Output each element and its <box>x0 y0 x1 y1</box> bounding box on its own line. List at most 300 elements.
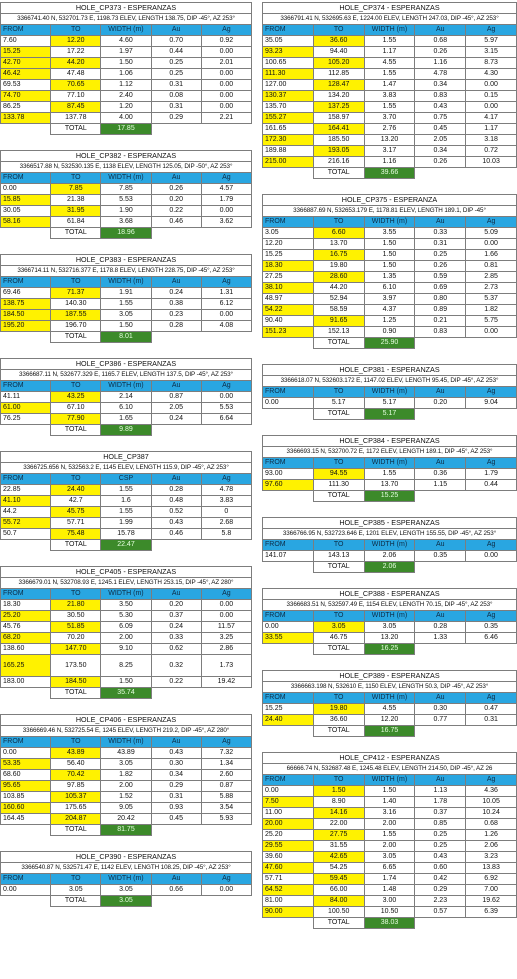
drill-hole-table <box>262 364 517 420</box>
column-header-width: WIDTH (m) <box>101 589 151 600</box>
cell-to: 51.85 <box>51 622 101 633</box>
cell-from: 25.20 <box>263 830 314 841</box>
table-row <box>1 600 252 611</box>
table-row <box>1 91 252 102</box>
cell-width: 1.25 <box>364 316 415 327</box>
column-header-from: FROM <box>1 589 51 600</box>
cell-width: 1.50 <box>364 261 415 272</box>
column-header-au: Au <box>151 589 201 600</box>
cell-au: 0.80 <box>415 294 466 305</box>
table-row <box>263 124 517 135</box>
table-row <box>1 748 252 759</box>
column-header-to: TO <box>313 387 364 398</box>
hole-title-row <box>1 359 252 370</box>
cell-from: 141.07 <box>263 551 314 562</box>
table-row <box>1 885 252 896</box>
cell-au: 0.89 <box>415 305 466 316</box>
cell-width: 3.50 <box>101 600 151 611</box>
column-header-au: Au <box>415 458 466 469</box>
total-width: 81.75 <box>101 825 151 836</box>
drill-hole-table <box>0 2 252 135</box>
hole-coords-row <box>1 863 252 874</box>
column-header-width: WIDTH (m) <box>364 611 415 622</box>
total-row <box>263 918 517 929</box>
cell-ag: 6.92 <box>466 874 517 885</box>
column-header-from: FROM <box>263 611 314 622</box>
column-header-row <box>263 611 517 622</box>
table-row <box>263 808 517 819</box>
column-header-row <box>263 387 517 398</box>
cell-ag: 6.64 <box>201 414 251 425</box>
cell-from: 165.25 <box>1 655 51 677</box>
cell-ag: 5.93 <box>201 814 251 825</box>
drill-hole-table <box>0 150 252 239</box>
cell-to: 54.25 <box>313 863 364 874</box>
cell-to: 204.87 <box>51 814 101 825</box>
column-header-ag: Ag <box>201 737 251 748</box>
cell-from: 127.00 <box>263 80 314 91</box>
cell-from: 0.00 <box>263 622 314 633</box>
table-row <box>263 786 517 797</box>
cell-width: 8.25 <box>101 655 151 677</box>
column-header-width: WIDTH (m) <box>364 540 415 551</box>
cell-au: 0.48 <box>151 496 201 507</box>
cell-au: 0.37 <box>415 808 466 819</box>
cell-width: 43.89 <box>101 748 151 759</box>
cell-width: 13.70 <box>364 480 415 491</box>
total-spacer <box>466 409 517 420</box>
table-row <box>1 622 252 633</box>
table-row <box>1 217 252 228</box>
cell-to: 84.00 <box>313 896 364 907</box>
cell-ag: 0.00 <box>466 80 517 91</box>
column-header-ag: Ag <box>201 173 251 184</box>
table-row <box>263 228 517 239</box>
total-spacer <box>415 726 466 737</box>
drill-hole-table <box>0 451 252 551</box>
cell-ag: 1.17 <box>466 124 517 135</box>
cell-to: 91.65 <box>313 316 364 327</box>
cell-width: 15.78 <box>101 529 151 540</box>
cell-width: 3.55 <box>364 228 415 239</box>
cell-width: 5.53 <box>101 195 151 206</box>
cell-au: 0.68 <box>415 36 466 47</box>
table-row <box>263 622 517 633</box>
cell-from: 130.37 <box>263 91 314 102</box>
cell-width: 13.20 <box>364 633 415 644</box>
cell-ag: 13.83 <box>466 863 517 874</box>
cell-ag: 0.87 <box>201 781 251 792</box>
cell-from: 69.53 <box>1 80 51 91</box>
cell-to: 193.05 <box>313 146 364 157</box>
column-header-ag: Ag <box>466 775 517 786</box>
table-row <box>1 814 252 825</box>
cell-from: 15.85 <box>1 195 51 206</box>
column-header-ag: Ag <box>466 217 517 228</box>
cell-width: 1.40 <box>364 797 415 808</box>
table-row <box>1 310 252 321</box>
column-header-width: WIDTH (m) <box>364 25 415 36</box>
cell-to: 105.37 <box>51 792 101 803</box>
cell-to: 12.20 <box>51 36 101 47</box>
cell-to: 3.05 <box>313 622 364 633</box>
total-row <box>1 540 252 551</box>
cell-width: 1.50 <box>101 58 151 69</box>
total-spacer <box>415 168 466 179</box>
cell-from: 86.25 <box>1 102 51 113</box>
cell-width: 1.47 <box>364 80 415 91</box>
cell-au: 0.31 <box>151 102 201 113</box>
hole-title: HOLE_CP406 - ESPERANZAS <box>1 715 252 726</box>
hole-title: HOLE_CP384 - ESPERANZAS <box>263 436 517 447</box>
cell-au: 0.31 <box>151 80 201 91</box>
table-row <box>1 392 252 403</box>
total-label: TOTAL <box>51 332 101 343</box>
total-spacer <box>466 338 517 349</box>
cell-ag: 0.00 <box>201 102 251 113</box>
total-spacer <box>415 338 466 349</box>
cell-ag: 0.00 <box>201 600 251 611</box>
hole-title: HOLE_CP389 - ESPERANZAS <box>263 671 517 682</box>
cell-width: 1.17 <box>364 47 415 58</box>
cell-width: 3.68 <box>101 217 151 228</box>
total-spacer <box>1 540 51 551</box>
cell-from: 183.00 <box>1 677 51 688</box>
cell-au: 0.28 <box>151 321 201 332</box>
table-row <box>263 469 517 480</box>
cell-ag: 1.26 <box>466 830 517 841</box>
total-spacer <box>1 425 51 436</box>
column-header-from: FROM <box>1 25 51 36</box>
drill-hole-table <box>262 670 517 737</box>
total-spacer <box>1 332 51 343</box>
cell-width: 1.55 <box>101 485 151 496</box>
cell-au: 0.22 <box>151 677 201 688</box>
cell-au: 0.20 <box>151 195 201 206</box>
cell-to: 185.50 <box>313 135 364 146</box>
cell-width: 1.90 <box>101 206 151 217</box>
hole-coords: 3366683.51 N, 532597.49 E, 1154 ELEV, LENGTH 70.15, DIP -45°, AZ 253° <box>263 600 517 611</box>
cell-to: 6.60 <box>313 228 364 239</box>
cell-au: 0.20 <box>151 600 201 611</box>
total-row <box>1 688 252 699</box>
column-header-to: TO <box>51 737 101 748</box>
total-width: 22.47 <box>101 540 151 551</box>
hole-title: HOLE_CP412 - ESPERANZAS <box>263 753 517 764</box>
total-spacer <box>151 825 201 836</box>
total-spacer <box>466 918 517 929</box>
cell-ag: 6.12 <box>201 299 251 310</box>
total-spacer <box>201 896 251 907</box>
column-header-to: TO <box>51 474 101 485</box>
column-header-ag: Ag <box>201 589 251 600</box>
cell-to: 46.75 <box>313 633 364 644</box>
cell-width: 1.55 <box>364 469 415 480</box>
cell-from: 11.00 <box>263 808 314 819</box>
column-header-au: Au <box>151 874 201 885</box>
cell-ag: 3.54 <box>201 803 251 814</box>
total-spacer <box>263 338 314 349</box>
total-label: TOTAL <box>313 409 364 420</box>
total-spacer <box>466 562 517 573</box>
cell-au: 1.16 <box>415 58 466 69</box>
cell-to: 21.80 <box>51 600 101 611</box>
table-row <box>1 299 252 310</box>
cell-from: 0.00 <box>263 398 314 409</box>
total-width: 3.05 <box>101 896 151 907</box>
cell-to: 44.20 <box>313 283 364 294</box>
hole-title-row <box>1 3 252 14</box>
cell-ag: 3.25 <box>201 633 251 644</box>
total-width: 38.03 <box>364 918 415 929</box>
cell-from: 195.20 <box>1 321 51 332</box>
cell-au: 0.33 <box>151 633 201 644</box>
total-label: TOTAL <box>51 825 101 836</box>
table-row <box>1 496 252 507</box>
cell-ag: 0.00 <box>201 310 251 321</box>
table-row <box>263 272 517 283</box>
cell-to: 61.84 <box>51 217 101 228</box>
cell-au: 0.08 <box>151 91 201 102</box>
cell-from: 7.60 <box>1 36 51 47</box>
table-row <box>1 803 252 814</box>
cell-to: 44.20 <box>51 58 101 69</box>
table-row <box>1 403 252 414</box>
column-header-au: Au <box>151 737 201 748</box>
total-spacer <box>263 168 314 179</box>
cell-au: 0.46 <box>151 217 201 228</box>
cell-ag: 2.85 <box>466 272 517 283</box>
table-row <box>263 113 517 124</box>
column-header-row <box>1 737 252 748</box>
cell-to: 66.00 <box>313 885 364 896</box>
cell-width: 1.91 <box>101 288 151 299</box>
cell-to: 16.75 <box>313 250 364 261</box>
cell-au: 0.25 <box>151 69 201 80</box>
column-header-row <box>263 25 517 36</box>
column-header-width: WIDTH (m) <box>364 387 415 398</box>
cell-to: 59.45 <box>313 874 364 885</box>
cell-au: 0.43 <box>151 748 201 759</box>
cell-from: 54.22 <box>263 305 314 316</box>
total-spacer <box>1 896 51 907</box>
cell-to: 71.37 <box>51 288 101 299</box>
cell-width: 2.00 <box>364 841 415 852</box>
column-header-from: FROM <box>1 381 51 392</box>
cell-to: 58.59 <box>313 305 364 316</box>
cell-from: 68.20 <box>1 633 51 644</box>
cell-au: 0.20 <box>415 398 466 409</box>
hole-coords: 3366618.07 N, 532603.172 E, 1147.02 ELEV, LENGTH 95.45, DIP -45°, AZ 253° <box>263 376 517 387</box>
cell-ag: 1.66 <box>466 250 517 261</box>
column-header-width: WIDTH (m) <box>101 737 151 748</box>
cell-ag: 0.00 <box>201 611 251 622</box>
cell-au: 0.43 <box>415 852 466 863</box>
total-label: TOTAL <box>51 540 101 551</box>
cell-to: 77.10 <box>51 91 101 102</box>
total-spacer <box>151 332 201 343</box>
table-row <box>263 907 517 918</box>
cell-to: 56.40 <box>51 759 101 770</box>
cell-width: 1.74 <box>364 874 415 885</box>
cell-width: 4.00 <box>101 113 151 124</box>
cell-to: 31.55 <box>313 841 364 852</box>
table-row <box>1 677 252 688</box>
cell-ag: 5.8 <box>201 529 251 540</box>
hole-title: HOLE_CP382 - ESPERANZAS <box>1 151 252 162</box>
cell-width: 9.10 <box>101 644 151 655</box>
table-row <box>263 841 517 852</box>
column-header-to: TO <box>51 173 101 184</box>
hole-coords-row <box>1 463 252 474</box>
cell-ag: 6.46 <box>466 633 517 644</box>
cell-width: 1.55 <box>364 69 415 80</box>
cell-ag: 5.37 <box>466 294 517 305</box>
cell-to: 17.22 <box>51 47 101 58</box>
hole-title: HOLE_CP390 - ESPERANZAS <box>1 852 252 863</box>
column-header-to: TO <box>313 693 364 704</box>
cell-from: 35.05 <box>263 36 314 47</box>
total-row <box>263 562 517 573</box>
cell-to: 1.50 <box>313 786 364 797</box>
table-row <box>263 102 517 113</box>
total-row <box>263 168 517 179</box>
hole-title-row <box>1 452 252 463</box>
cell-width: 2.00 <box>101 633 151 644</box>
total-spacer <box>1 688 51 699</box>
cell-au: 0.25 <box>151 58 201 69</box>
cell-au: 0.26 <box>415 261 466 272</box>
cell-from: 41.10 <box>1 496 51 507</box>
total-spacer <box>201 425 251 436</box>
total-spacer <box>415 562 466 573</box>
total-label: TOTAL <box>313 726 364 737</box>
cell-width: 1.55 <box>364 36 415 47</box>
cell-ag: 8.73 <box>466 58 517 69</box>
column-header-from: FROM <box>1 474 51 485</box>
column-header-to: TO <box>313 611 364 622</box>
total-spacer <box>201 688 251 699</box>
cell-au: 1.78 <box>415 797 466 808</box>
hole-title: HOLE_CP381 - ESPERANZAS <box>263 365 517 376</box>
column-header-to: TO <box>313 458 364 469</box>
cell-from: 42.70 <box>1 58 51 69</box>
cell-ag: 0.00 <box>201 47 251 58</box>
cell-au: 0.77 <box>415 715 466 726</box>
cell-from: 61.00 <box>1 403 51 414</box>
drill-hole-table <box>262 517 517 573</box>
cell-to: 13.70 <box>313 239 364 250</box>
cell-from: 93.00 <box>263 469 314 480</box>
cell-from: 133.78 <box>1 113 51 124</box>
cell-to: 24.40 <box>51 485 101 496</box>
cell-width: 2.00 <box>101 781 151 792</box>
hole-coords: 3366725.656 N, 532563.2 E, 1145 ELEV, LENGTH 115.9, DIP -45°, AZ 253° <box>1 463 252 474</box>
cell-au: 0.35 <box>415 551 466 562</box>
cell-au: 0.31 <box>415 239 466 250</box>
table-row <box>263 863 517 874</box>
cell-from: 53.35 <box>1 759 51 770</box>
total-spacer <box>201 228 251 239</box>
cell-to: 36.60 <box>313 715 364 726</box>
cell-au: 0.36 <box>415 469 466 480</box>
cell-au: 0.62 <box>151 644 201 655</box>
table-row <box>263 885 517 896</box>
cell-from: 69.46 <box>1 288 51 299</box>
cell-au: 0.26 <box>151 184 201 195</box>
cell-from: 0.00 <box>1 184 51 195</box>
cell-from: 151.23 <box>263 327 314 338</box>
cell-ag: 0.72 <box>466 146 517 157</box>
cell-ag: 0.31 <box>466 715 517 726</box>
table-row <box>263 551 517 562</box>
cell-to: 22.00 <box>313 819 364 830</box>
cell-ag: 10.03 <box>466 157 517 168</box>
cell-ag: 0.00 <box>466 239 517 250</box>
cell-width: 4.60 <box>101 36 151 47</box>
total-width: 8.01 <box>101 332 151 343</box>
cell-au: 0.83 <box>415 327 466 338</box>
cell-width: 2.14 <box>101 392 151 403</box>
hole-title-row <box>1 151 252 162</box>
cell-from: 135.70 <box>263 102 314 113</box>
hole-title-row <box>263 195 517 206</box>
hole-coords-row <box>263 14 517 25</box>
cell-width: 3.83 <box>364 91 415 102</box>
drill-hole-table <box>0 358 252 436</box>
cell-ag: 9.04 <box>466 398 517 409</box>
cell-ag: 0.00 <box>466 327 517 338</box>
cell-ag: 0.00 <box>201 80 251 91</box>
cell-to: 70.65 <box>51 80 101 91</box>
cell-au: 0.60 <box>415 863 466 874</box>
cell-ag: 1.82 <box>466 305 517 316</box>
column-header-from: FROM <box>263 387 314 398</box>
cell-width: 3.16 <box>364 808 415 819</box>
table-row <box>1 485 252 496</box>
hole-title-row <box>263 3 517 14</box>
cell-ag: 10.24 <box>466 808 517 819</box>
total-spacer <box>1 124 51 135</box>
cell-ag: 19.42 <box>201 677 251 688</box>
right-column <box>262 2 517 929</box>
table-row <box>263 58 517 69</box>
cell-ag: 5.97 <box>466 36 517 47</box>
cell-to: 19.80 <box>313 261 364 272</box>
table-row <box>263 80 517 91</box>
hole-title: HOLE_CP388 - ESPERANZAS <box>263 589 517 600</box>
column-header-from: FROM <box>1 737 51 748</box>
hole-title-row <box>263 753 517 764</box>
total-spacer <box>201 540 251 551</box>
hole-coords: 3366669.46 N, 532725.54 E, 1245 ELEV, LENGTH 219.2, DIP -45°, AZ 280° <box>1 726 252 737</box>
total-label: TOTAL <box>313 338 364 349</box>
cell-au: 0.26 <box>415 47 466 58</box>
cell-width: 2.76 <box>364 124 415 135</box>
column-header-ag: Ag <box>201 874 251 885</box>
column-header-to: TO <box>313 217 364 228</box>
cell-ag: 1.31 <box>201 288 251 299</box>
cell-au: 0.83 <box>415 91 466 102</box>
cell-from: 76.25 <box>1 414 51 425</box>
cell-from: 44.2 <box>1 507 51 518</box>
column-header-row <box>1 589 252 600</box>
cell-to: 67.10 <box>51 403 101 414</box>
table-row <box>1 58 252 69</box>
cell-width: 1.50 <box>364 239 415 250</box>
cell-from: 50.7 <box>1 529 51 540</box>
cell-from: 3.05 <box>263 228 314 239</box>
